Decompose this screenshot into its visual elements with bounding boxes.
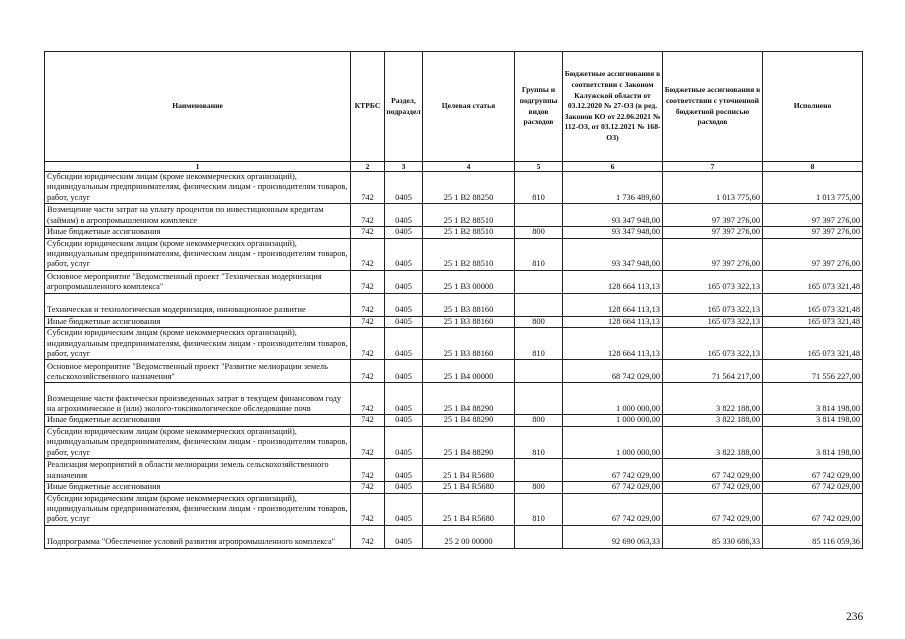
- cell-section: 0405: [385, 360, 423, 383]
- cell-group: 810: [515, 328, 563, 360]
- cell-executed: 97 397 276,00: [763, 238, 863, 270]
- cell-section: 0405: [385, 204, 423, 227]
- cell-law: 92 690 063,33: [563, 525, 663, 548]
- cell-name: Иные бюджетные ассигнования: [45, 415, 351, 426]
- cell-ktrbs: 742: [351, 493, 385, 525]
- cell-ktrbs: 742: [351, 383, 385, 415]
- cell-section: 0405: [385, 459, 423, 482]
- cell-target: 25 1 B3 00000: [423, 270, 515, 293]
- cell-target: 25 1 B4 R5680: [423, 482, 515, 493]
- cell-group: 800: [515, 415, 563, 426]
- cell-target: 25 1 B2 88510: [423, 227, 515, 238]
- cell-ktrbs: 742: [351, 316, 385, 327]
- budget-table: [44, 51, 863, 549]
- header-law: Бюджетные ассигнования в соответствии с Законом Калужской области от 03.12.2020 № 27-ОЗ (в ред. Законов КО от 22.06.2021 № 112-ОЗ, от 03.12.2021 № 168-ОЗ): [563, 52, 663, 162]
- cell-law: 67 742 029,00: [563, 493, 663, 525]
- cell-ktrbs: 742: [351, 482, 385, 493]
- cell-law: 67 742 029,00: [563, 482, 663, 493]
- cell-name: Основное мероприятие "Ведомственный проект "Техническая модернизация агропромышленного комплекса": [45, 270, 351, 293]
- cell-ktrbs: 742: [351, 415, 385, 426]
- cell-ktrbs: 742: [351, 525, 385, 548]
- table-row: [45, 482, 863, 493]
- cell-name: Субсидии юридическим лицам (кроме некоммерческих организаций), индивидуальным предпринимателям, физическим лицам - производителям товаров, работ, услуг: [45, 238, 351, 270]
- cell-executed: 165 073 321,48: [763, 270, 863, 293]
- table-row: [45, 383, 863, 415]
- cell-section: 0405: [385, 227, 423, 238]
- cell-refined: 97 397 276,00: [663, 204, 763, 227]
- cell-group: 810: [515, 426, 563, 458]
- column-number-row: [45, 162, 863, 172]
- cell-target: 25 1 B4 00000: [423, 360, 515, 383]
- cell-executed: 165 073 321,48: [763, 328, 863, 360]
- cell-group: [515, 525, 563, 548]
- cell-executed: 3 814 198,00: [763, 383, 863, 415]
- cell-executed: 97 397 276,00: [763, 227, 863, 238]
- cell-refined: 85 330 686,33: [663, 525, 763, 548]
- table-row: [45, 316, 863, 327]
- cell-group: [515, 204, 563, 227]
- cell-target: 25 1 B2 88250: [423, 172, 515, 204]
- cell-target: 25 1 B3 88160: [423, 293, 515, 316]
- cell-ktrbs: 742: [351, 293, 385, 316]
- cell-refined: 165 073 322,13: [663, 293, 763, 316]
- cell-section: 0405: [385, 482, 423, 493]
- column-number: 1: [45, 162, 351, 172]
- page-number: 236: [846, 611, 864, 623]
- header-groups: Группы и подгруппы видов расходов: [515, 52, 563, 162]
- cell-section: 0405: [385, 328, 423, 360]
- cell-name: Подпрограмма "Обеспечение условий развития агропромышленного комплекса": [45, 525, 351, 548]
- cell-ktrbs: 742: [351, 238, 385, 270]
- cell-section: 0405: [385, 238, 423, 270]
- cell-law: 67 742 029,00: [563, 459, 663, 482]
- table-row: [45, 426, 863, 458]
- cell-law: 128 664 113,13: [563, 316, 663, 327]
- cell-refined: 71 564 217,00: [663, 360, 763, 383]
- cell-target: 25 1 B4 88290: [423, 426, 515, 458]
- cell-executed: 3 814 198,00: [763, 426, 863, 458]
- cell-group: [515, 360, 563, 383]
- cell-ktrbs: 742: [351, 172, 385, 204]
- cell-refined: 67 742 029,00: [663, 493, 763, 525]
- cell-group: [515, 459, 563, 482]
- cell-target: 25 1 B4 R5680: [423, 459, 515, 482]
- cell-section: 0405: [385, 426, 423, 458]
- header-refined: Бюджетные ассигнования в соответствии с уточненной бюджетной росписью расходов: [663, 52, 763, 162]
- cell-law: 93 347 948,00: [563, 238, 663, 270]
- cell-refined: 67 742 029,00: [663, 482, 763, 493]
- table-row: [45, 459, 863, 482]
- cell-group: 810: [515, 172, 563, 204]
- table-row: [45, 525, 863, 548]
- cell-group: 800: [515, 316, 563, 327]
- cell-target: 25 1 B4 88290: [423, 415, 515, 426]
- cell-refined: 1 013 775,60: [663, 172, 763, 204]
- cell-name: Возмещение части фактически произведенных затрат в текущем финансовом году на агрохимическое и (или) эколого-токсикологическое обследование почв: [45, 383, 351, 415]
- cell-group: [515, 270, 563, 293]
- cell-name: Техническая и технологическая модернизация, инновационное развитие: [45, 293, 351, 316]
- cell-name: Субсидии юридическим лицам (кроме некоммерческих организаций), индивидуальным предпринимателям, физическим лицам - производителям товаров, работ, услуг: [45, 493, 351, 525]
- column-number: 8: [763, 162, 863, 172]
- cell-executed: 67 742 029,00: [763, 459, 863, 482]
- table-row: [45, 270, 863, 293]
- cell-refined: 3 822 188,00: [663, 426, 763, 458]
- header-executed: Исполнено: [763, 52, 863, 162]
- cell-target: 25 1 B4 R5680: [423, 493, 515, 525]
- table-row: [45, 360, 863, 383]
- header-name: Наименование: [45, 52, 351, 162]
- cell-name: Иные бюджетные ассигнования: [45, 316, 351, 327]
- cell-law: 93 347 948,00: [563, 204, 663, 227]
- cell-name: Субсидии юридическим лицам (кроме некоммерческих организаций), индивидуальным предпринимателям, физическим лицам - производителям товаров, работ, услуг: [45, 426, 351, 458]
- cell-refined: 3 822 188,00: [663, 383, 763, 415]
- cell-law: 1 736 489,60: [563, 172, 663, 204]
- column-number: 2: [351, 162, 385, 172]
- table-row: [45, 493, 863, 525]
- table-row: [45, 204, 863, 227]
- cell-group: 800: [515, 482, 563, 493]
- cell-section: 0405: [385, 316, 423, 327]
- cell-target: 25 1 B3 88160: [423, 328, 515, 360]
- cell-refined: 97 397 276,00: [663, 238, 763, 270]
- cell-section: 0405: [385, 293, 423, 316]
- cell-target: 25 1 B2 88510: [423, 204, 515, 227]
- header-target: Целевая статья: [423, 52, 515, 162]
- column-number: 4: [423, 162, 515, 172]
- cell-law: 1 000 000,00: [563, 426, 663, 458]
- cell-group: 810: [515, 238, 563, 270]
- column-number: 3: [385, 162, 423, 172]
- cell-target: 25 1 B4 88290: [423, 383, 515, 415]
- table-row: [45, 415, 863, 426]
- cell-section: 0405: [385, 525, 423, 548]
- cell-section: 0405: [385, 172, 423, 204]
- cell-law: 93 347 948,00: [563, 227, 663, 238]
- cell-executed: 71 556 227,00: [763, 360, 863, 383]
- cell-law: 128 664 113,13: [563, 328, 663, 360]
- cell-name: Основное мероприятие "Ведомственный проект "Развитие мелиорации земель сельскохозяйственного назначения": [45, 360, 351, 383]
- cell-target: 25 1 B3 88160: [423, 316, 515, 327]
- cell-name: Иные бюджетные ассигнования: [45, 227, 351, 238]
- cell-ktrbs: 742: [351, 328, 385, 360]
- cell-section: 0405: [385, 415, 423, 426]
- table-header-row: [45, 52, 863, 162]
- table-row: [45, 328, 863, 360]
- cell-name: Возмещение части затрат на уплату процентов по инвестиционным кредитам (займам) в агропромышленном комплексе: [45, 204, 351, 227]
- column-number: 5: [515, 162, 563, 172]
- cell-section: 0405: [385, 270, 423, 293]
- cell-section: 0405: [385, 383, 423, 415]
- cell-ktrbs: 742: [351, 459, 385, 482]
- cell-refined: 165 073 322,13: [663, 316, 763, 327]
- table-row: [45, 293, 863, 316]
- cell-law: 1 000 000,00: [563, 415, 663, 426]
- header-section: Раздел, подраздел: [385, 52, 423, 162]
- cell-ktrbs: 742: [351, 204, 385, 227]
- cell-executed: 165 073 321,48: [763, 316, 863, 327]
- header-ktrbs: КТРБС: [351, 52, 385, 162]
- column-number: 6: [563, 162, 663, 172]
- cell-executed: 85 116 059,36: [763, 525, 863, 548]
- cell-law: 128 664 113,13: [563, 270, 663, 293]
- cell-name: Реализация мероприятий в области мелиорации земель сельскохозяйственного назначения: [45, 459, 351, 482]
- cell-executed: 1 013 775,00: [763, 172, 863, 204]
- cell-law: 68 742 029,00: [563, 360, 663, 383]
- cell-group: 810: [515, 493, 563, 525]
- cell-executed: 165 073 321,48: [763, 293, 863, 316]
- cell-section: 0405: [385, 493, 423, 525]
- column-number: 7: [663, 162, 763, 172]
- cell-executed: 97 397 276,00: [763, 204, 863, 227]
- cell-refined: 67 742 029,00: [663, 459, 763, 482]
- cell-executed: 67 742 029,00: [763, 493, 863, 525]
- cell-executed: 67 742 029,00: [763, 482, 863, 493]
- cell-refined: 165 073 322,13: [663, 270, 763, 293]
- cell-refined: 165 073 322,13: [663, 328, 763, 360]
- cell-ktrbs: 742: [351, 360, 385, 383]
- cell-name: Иные бюджетные ассигнования: [45, 482, 351, 493]
- table-row: [45, 238, 863, 270]
- table-row: [45, 172, 863, 204]
- cell-ktrbs: 742: [351, 426, 385, 458]
- cell-group: [515, 293, 563, 316]
- cell-target: 25 1 B2 88510: [423, 238, 515, 270]
- cell-law: 1 000 000,00: [563, 383, 663, 415]
- cell-law: 128 664 113,13: [563, 293, 663, 316]
- cell-ktrbs: 742: [351, 270, 385, 293]
- cell-target: 25 2 00 00000: [423, 525, 515, 548]
- cell-name: Субсидии юридическим лицам (кроме некоммерческих организаций), индивидуальным предпринимателям, физическим лицам - производителям товаров, работ, услуг: [45, 328, 351, 360]
- cell-executed: 3 814 198,00: [763, 415, 863, 426]
- cell-name: Субсидии юридическим лицам (кроме некоммерческих организаций), индивидуальным предпринимателям, физическим лицам - производителям товаров, работ, услуг: [45, 172, 351, 204]
- cell-refined: 3 822 188,00: [663, 415, 763, 426]
- table-row: [45, 227, 863, 238]
- cell-ktrbs: 742: [351, 227, 385, 238]
- cell-group: 800: [515, 227, 563, 238]
- cell-refined: 97 397 276,00: [663, 227, 763, 238]
- cell-group: [515, 383, 563, 415]
